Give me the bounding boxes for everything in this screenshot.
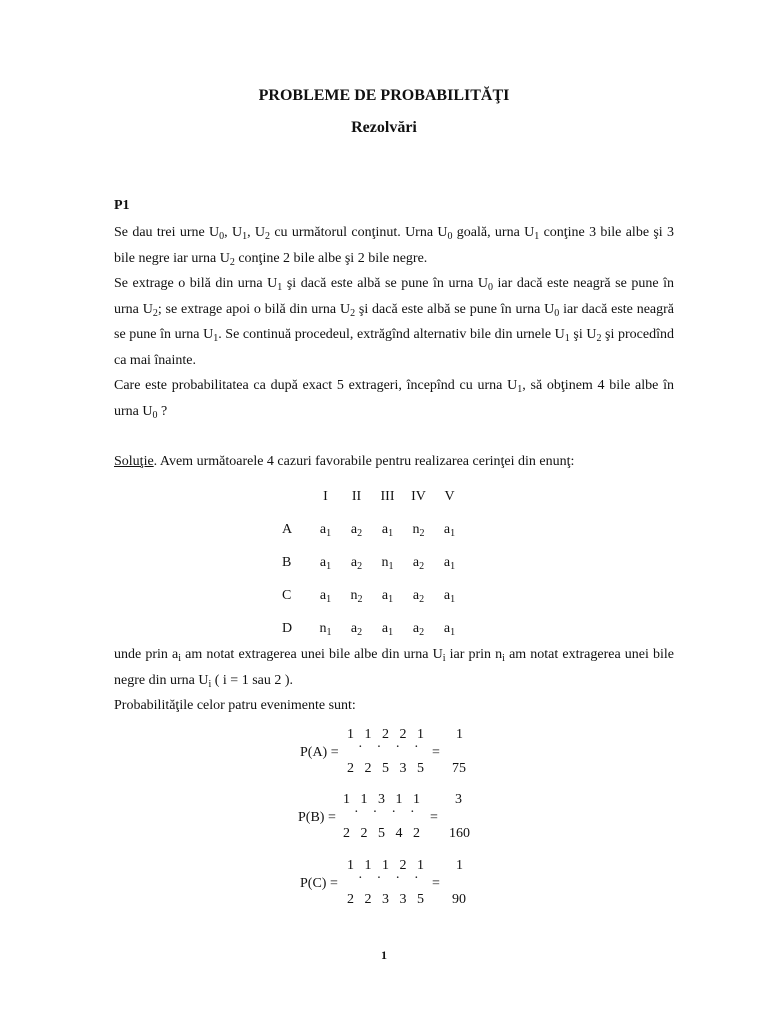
table-header: V bbox=[444, 488, 455, 504]
table-header: I bbox=[323, 488, 328, 504]
solution-label: Soluţie bbox=[114, 454, 154, 469]
table-cell: $a_2$ bbox=[350, 554, 363, 572]
formula-dots: · · · · bbox=[358, 740, 419, 755]
table-cell: $a_2$ bbox=[350, 521, 363, 539]
formula-dots: · · · · bbox=[358, 871, 419, 886]
table-cell: $a_1$ bbox=[319, 554, 332, 572]
paragraph-solution: Soluţie. Avem următoarele 4 cazuri favorabile pentru realizarea cerinţei din enunţ: bbox=[114, 454, 575, 469]
row-label: A bbox=[282, 521, 293, 537]
table-cell: $a_2$ bbox=[412, 587, 425, 605]
formula-denominators: 2 2 3 3 5 bbox=[347, 892, 424, 907]
table-cell: $a_1$ bbox=[443, 521, 456, 539]
result-denominator: 90 bbox=[452, 892, 466, 907]
row-label: D bbox=[282, 620, 293, 636]
table-header-row bbox=[282, 480, 465, 513]
table-cell: $a_1$ bbox=[319, 521, 332, 539]
table-cell: $a_1$ bbox=[319, 587, 332, 605]
table-cell: $a_1$ bbox=[381, 587, 394, 605]
table-cell: $n_1$ bbox=[319, 620, 332, 638]
table-cell: $a_1$ bbox=[443, 587, 456, 605]
formula-dots: · · · · bbox=[354, 805, 415, 820]
page-title: PROBLEME DE PROBABILITĂŢI bbox=[258, 87, 510, 104]
table-cell: $a_2$ bbox=[350, 620, 363, 638]
table-cell: $a_2$ bbox=[412, 620, 425, 638]
table-header: II bbox=[351, 488, 362, 504]
result-denominator: 160 bbox=[449, 826, 470, 841]
paragraph-notation: unde prin $a_i$ am notat extragerea unei bile albe din urna $U_i$ iar prin $n_i$ am notat extragerea unei bile negre din urna $U_i$ ( i = 1 sau 2 ). bbox=[114, 647, 675, 690]
result-denominator: 75 bbox=[452, 761, 466, 776]
table-cell: $a_1$ bbox=[443, 554, 456, 572]
paragraph-probabilities-intro: Probabilităţile celor patru evenimente sunt: bbox=[114, 698, 356, 713]
formula-denominators: 2 2 5 3 5 bbox=[347, 761, 424, 776]
table-header: III bbox=[380, 488, 395, 504]
result-numerator: 1 bbox=[456, 727, 463, 742]
formula-numerators: 1 1 1 2 1 bbox=[347, 858, 424, 873]
result-numerator: 1 bbox=[456, 858, 463, 873]
table-row bbox=[282, 579, 465, 612]
formula-denominators: 2 2 5 4 2 bbox=[343, 826, 420, 841]
formula-numerators: 1 1 2 2 1 bbox=[347, 727, 424, 742]
formula-equals: = bbox=[432, 745, 440, 760]
formula-label: P(B) = bbox=[298, 810, 336, 825]
result-numerator: 3 bbox=[455, 792, 462, 807]
row-label: C bbox=[282, 587, 292, 603]
table-cell: $n_2$ bbox=[350, 587, 363, 605]
problem-label: P1 bbox=[114, 198, 130, 213]
page-number: 1 bbox=[381, 948, 387, 962]
paragraph-procedure: Se extrage o bilă din urna $U_1$ şi dacă este albă se pune în urna $U_0$ iar dacă este neagră se pune în urna $U_2$; se extrage apoi o bilă din urna $U_2$ şi dacă este albă se pune în urna $U_0$ iar dacă este neagră se pune în urna $U_1$. Se continuă procedeul, extrăgînd alternativ bile din urnele $U_1$ şi $U_2$ şi procedînd ca mai înainte. bbox=[114, 276, 674, 368]
formula-equals: = bbox=[432, 876, 440, 891]
table-cell: $a_1$ bbox=[381, 620, 394, 638]
table-cell: $a_1$ bbox=[443, 620, 456, 638]
row-label: B bbox=[282, 554, 292, 570]
table-header: IV bbox=[411, 488, 426, 504]
formula-label: P(C) = bbox=[300, 876, 338, 891]
formula-numerators: 1 1 3 1 1 bbox=[343, 792, 420, 807]
table-cell: $n_2$ bbox=[412, 521, 425, 539]
formula-label: P(A) = bbox=[300, 745, 339, 760]
table-row bbox=[282, 513, 465, 546]
table-cell: $n_1$ bbox=[381, 554, 394, 572]
paragraph-question: Care este probabilitatea ca după exact 5 extrageri, începînd cu urna $U_1$, să obţinem 4 bile albe în urna $U_0$ ? bbox=[114, 378, 675, 421]
paragraph-problem-statement: Se dau trei urne $U_0$, $U_1$, $U_2$ cu următorul conţinut. Urna $U_0$ goală, urna $U_1$ conţine 3 bile albe şi 3 bile negre iar urna $U_2$ conţine 2 bile albe şi 2 bile negre. bbox=[114, 225, 674, 268]
table-row bbox=[282, 612, 465, 645]
formula-equals: = bbox=[430, 810, 438, 825]
cases-table bbox=[282, 480, 465, 645]
table-cell: $a_1$ bbox=[381, 521, 394, 539]
page-subtitle: Rezolvări bbox=[351, 119, 417, 136]
table-cell: $a_2$ bbox=[412, 554, 425, 572]
table-row bbox=[282, 546, 465, 579]
